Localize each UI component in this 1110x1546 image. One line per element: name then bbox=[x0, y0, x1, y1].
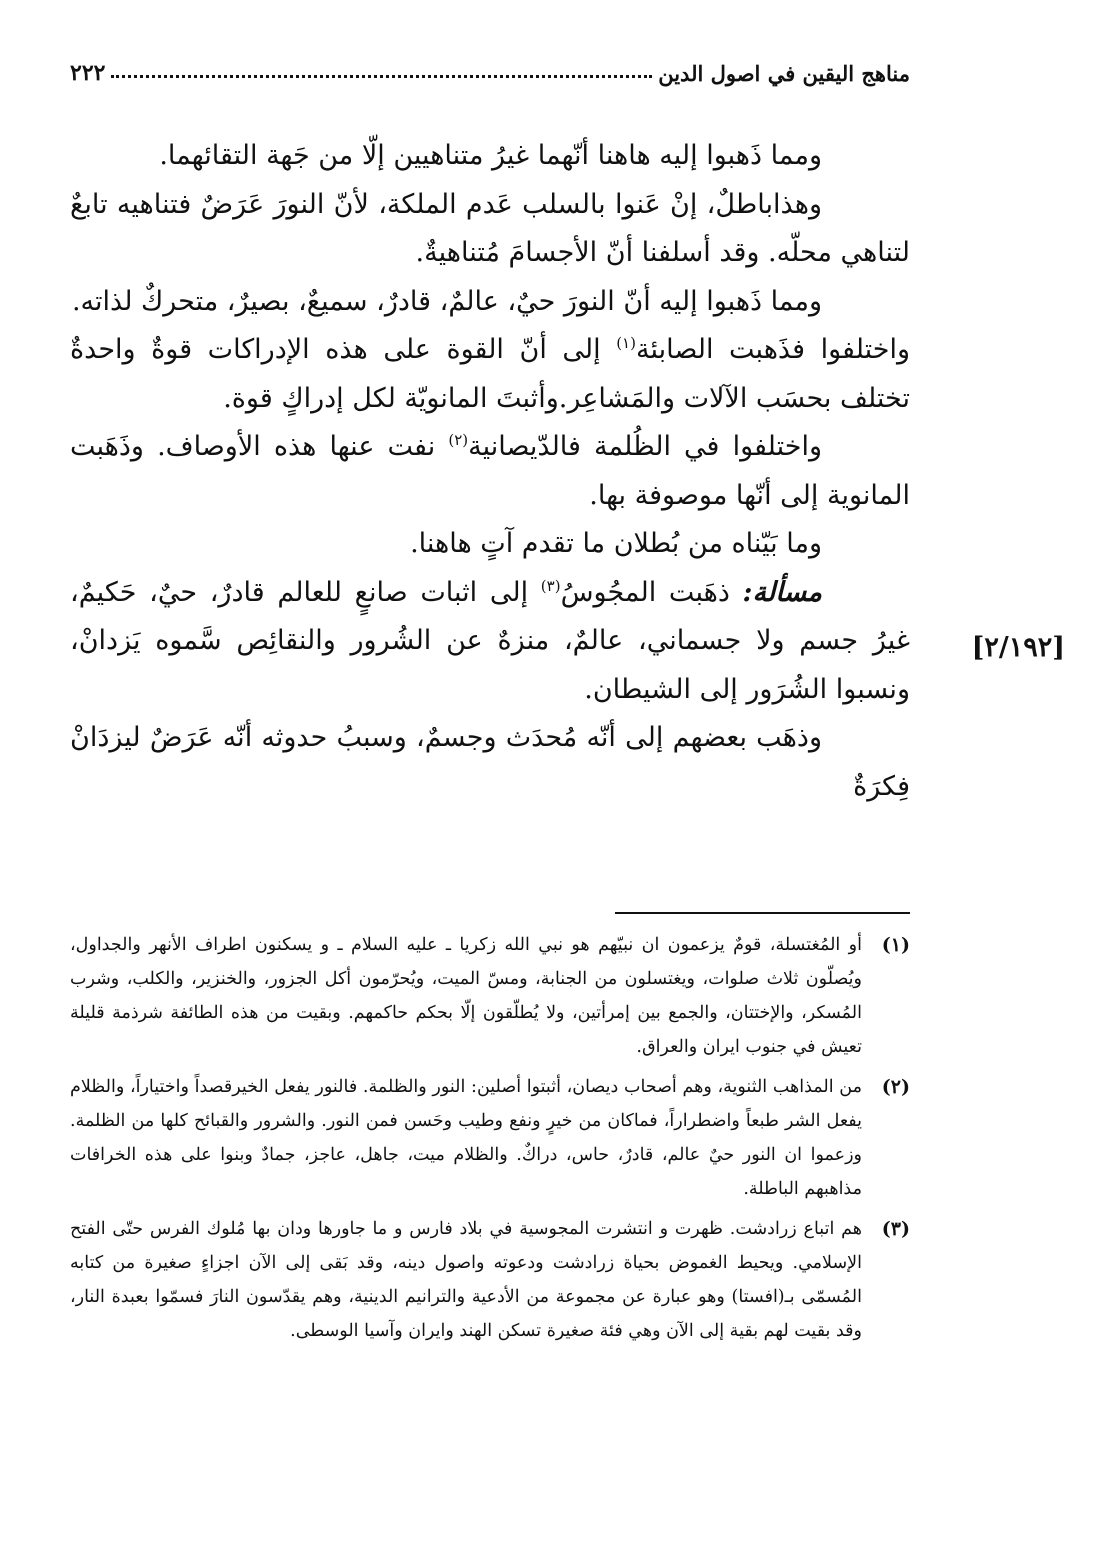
paragraph bbox=[70, 326, 910, 423]
paragraph-text: نفت عنها هذه الأوصاف. وذَهَبت المانوية إلى أنّها موصوفة بها. bbox=[70, 431, 910, 511]
paragraph bbox=[70, 569, 910, 715]
footnote-number: (٣) bbox=[881, 1218, 910, 1240]
footnote-text: هم اتباع زرادشت. ظهرت و انتشرت المجوسية في بلاد فارس و ما جاورها ودان بها مُلوك الفرس حتّى الفتح الإسلامي. ويحيط الغموض بحياة زرادشت ودعوته واصول دينه، وقد بَقى إلى الآن اجزاءٍ صغيرة من كتابه المُسمّى بـ(افستا) وهو عبارة عن مجموعة من الأدعية والترانيم الدينية، وهم يقدّسون النارَ فسمّوا بعبدة النار، وقد بقيت لهم بقية إلى الآن وهي فئة صغيرة تسكن الهند وايران وآسيا الوسطى. bbox=[70, 1219, 862, 1341]
footnote-ref-2[interactable]: (٢) bbox=[448, 431, 469, 449]
footnote-number: (١) bbox=[881, 934, 910, 956]
issue-label: مسألة: bbox=[742, 576, 822, 608]
paragraph-text: إلى اثبات صانعٍ للعالم قادرٌ، حيٌ، حَكيمٌ، غيرُ جسم ولا جسماني، عالمٌ، منزهٌ عن الشُرور والنقائِص سَّموه يَزدانْ، ونسبوا الشُرَور إلى الشيطان. bbox=[70, 576, 910, 705]
page-number: ٢٢٢ bbox=[70, 60, 106, 86]
main-text bbox=[70, 132, 910, 811]
footnote-text: من المذاهب الثنوية، وهم أصحاب ديصان، أثبتوا أصلين: النور والظلمة. فالنور يفعل الخيرقصداً واختياراً، والظلام يفعل الشر طبعاً واضطراراً، فماكان من خيرٍ ونفع وطيب وحَسن فمن النور. والشرور والقبائح كلها من الظلمة. وزعموا ان النور حيٌ عالم، قادرٌ، حاس، دراكٌ. والظلام ميت، جاهل، عاجز، جمادٌ وبنوا على هذه الخرافات مذاهبهم الباطلة. bbox=[70, 1077, 862, 1199]
paragraph-text: واختلفوا في الظُلمة فالدّيصانية bbox=[468, 431, 822, 462]
footnote-ref-3[interactable]: (٣) bbox=[540, 576, 561, 595]
paragraph: ومما ذَهبوا إليه أنّ النورَ حيٌ، عالمٌ، قادرٌ، سميعٌ، بصيرٌ، متحركٌ لذاته. bbox=[71, 285, 822, 317]
running-header bbox=[60, 36, 910, 86]
paragraph: وما بَيّناه من بُطلان ما تقدم آتٍ هاهنا. bbox=[410, 528, 822, 559]
paragraph: وهذاباطلٌ، إنْ عَنوا بالسلب عَدم الملكة، لأنّ النورَ عَرَضٌ فتناهيه تابعٌ لتناهي محلّه. وقد أسلفنا أنّ الأجسامَ مُتناهيةٌ. bbox=[70, 188, 910, 268]
footnote-number: (٢) bbox=[881, 1076, 910, 1098]
footnote-separator bbox=[615, 912, 910, 914]
footnote-3 bbox=[70, 1212, 910, 1348]
paragraph-text: ذهَبت المجُوسُ bbox=[560, 576, 743, 608]
footnotes bbox=[70, 928, 910, 1354]
footnote-text: أو المُغتسلة، قومٌ يزعمون ان نبيّهم هو نبي الله زكريا ـ عليه السلام ـ و يسكنون اطراف الأنهر والجداول، ويُصلّون ثلاث صلوات، ويغتسلون من الجنابة، ومسّ الميت، ويُحرّمون أكل الجزور، والخنزير، والكلب، وشرب المُسكر، والإختتان، والجمع بين إمرأتين، ولا يُطلّقون إلّا بحكم حاكمهم. وبقيت من هذه الطائفة شرذمة قليلة تعيش في جنوب ايران والعراق. bbox=[70, 935, 862, 1057]
paragraph: وذهَب بعضهم إلى أنّه مُحدَث وجسمٌ، وسببُ حدوثه أنّه عَرَضٌ ليزدَانْ فِكرَةٌ bbox=[70, 722, 910, 802]
running-title: مناهج اليقين في اصول الدين bbox=[658, 61, 910, 86]
leader-dots bbox=[111, 75, 652, 78]
footnote-ref-1[interactable]: (١) bbox=[616, 334, 636, 352]
paragraph-text: واختلفوا فذَهبت الصابئة bbox=[635, 334, 911, 365]
paragraph: ومما ذَهبوا إليه هاهنا أنّهما غيرُ متناهيين إلّا من جَهة التقائهما. bbox=[159, 140, 822, 171]
footnote-2 bbox=[70, 1070, 910, 1206]
footnote-1 bbox=[70, 928, 910, 1064]
margin-reference-marker: [٢/١٩٢] bbox=[971, 632, 1065, 663]
paragraph-text: إلى أنّ القوة على هذه الإدراكات قوةٌ واحدةٌ تختلف بحسَب الآلات والمَشاعِر.وأثبتَ المانويّة لكل إدراكٍ قوة. bbox=[70, 334, 910, 414]
paragraph bbox=[70, 423, 910, 520]
